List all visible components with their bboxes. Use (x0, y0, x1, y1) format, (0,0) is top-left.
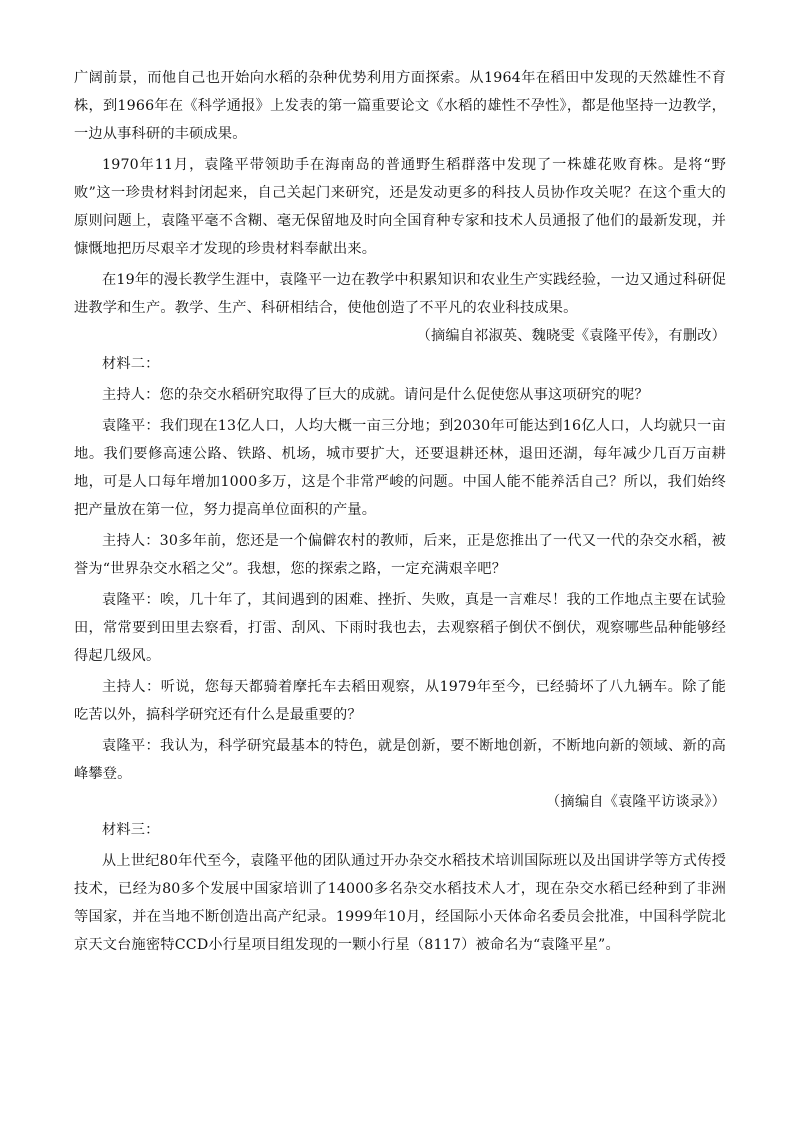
material-3-heading: 材料三： (102, 822, 160, 838)
interview-paragraph: 主持人：听说，您每天都骑着摩托车去稻田观察，从1979年至今，已经骑坏了八九辆车。除了能吃苦以外，搞科学研究还有什么是最重要的？ (74, 679, 726, 723)
source-citation-1: （摘编自祁淑英、魏晓雯《袁隆平传》，有删改） (416, 328, 726, 344)
material-3-paragraph: 从上世纪80年代至今，袁隆平他的团队通过开办杂交水稻技术培训国际班以及出国讲学等方式传授技术，已经为80多个发展中国家培训了14000多名杂交水稻技术人才，现在杂交水稻已经种到了非洲等国家，并在当地不断创造出高产纪录。1999年10月，经国际小天体命名委员会批准，中国科学院北京天文台施密特CCD小行星项目组发现的一颗小行星（8117）被命名为“袁隆平星”。 (74, 853, 726, 953)
document-page (74, 64, 726, 959)
paragraph-intro-continued: 广阔前景，而他自己也开始向水稻的杂种优势利用方面探索。从1964年在稻田中发现的天然雄性不育株，到1966年在《科学通报》上发表的第一篇重要论文《水稻的雄性不孕性》，都是他坚持一边教学，一边从事科研的丰硕成果。 (74, 70, 726, 142)
paragraph-wild-abortive-discovery: 1970年11月，袁隆平带领助手在海南岛的普通野生稻群落中发现了一株雄花败育株。是将“野败”这一珍贵材料封闭起来，自己关起门来研究，还是发动更多的科技人员协作攻关呢？在这个重大的原则问题上，袁隆平毫不含糊、毫无保留地及时向全国育种专家和技术人员通报了他们的最新发现，并慷慨地把历尽艰辛才发现的珍贵材料奉献出来。 (74, 157, 726, 257)
source-citation-2: （摘编自《袁隆平访谈录》） (546, 794, 726, 810)
interview-paragraph: 主持人：您的杂交水稻研究取得了巨大的成就。请问是什么促使您从事这项研究的呢？ (102, 387, 649, 403)
interview-paragraph: 袁隆平：唉，几十年了，其间遇到的困难、挫折、失败，真是一言难尽！我的工作地点主要在试验田，常常要到田里去察看，打雷、刮风、下雨时我也去，去观察稻子倒伏不倒伏，观察哪些品种能够经得起几级风。 (74, 592, 726, 664)
paragraph-teaching-career: 在19年的漫长教学生涯中，袁隆平一边在教学中积累知识和农业生产实践经验，一边又通过科研促进教学和生产。教学、生产、科研相结合，使他创造了不平凡的农业科技成果。 (74, 272, 726, 316)
interview-paragraph: 袁隆平：我认为，科学研究最基本的特色，就是创新，要不断地创新，不断地向新的领域、新的高峰攀登。 (74, 738, 726, 782)
interview-paragraph: 袁隆平：我们现在13亿人口，人均大概一亩三分地；到2030年可能达到16亿人口，人均就只一亩地。我们要修高速公路、铁路、机场，城市要扩大，还要退耕还林，退田还湖，每年减少几百万亩耕地，可是人口每年增加1000多万，这是个非常严峻的问题。中国人能不能养活自己？所以，我们始终把产量放在第一位，努力提高单位面积的产量。 (74, 418, 726, 518)
interview-paragraph: 主持人：30多年前，您还是一个偏僻农村的教师，后来，正是您推出了一代又一代的杂交水稻，被誉为“世界杂交水稻之父”。我想，您的探索之路，一定充满艰辛吧？ (74, 533, 726, 577)
material-2-heading: 材料二： (102, 356, 160, 372)
